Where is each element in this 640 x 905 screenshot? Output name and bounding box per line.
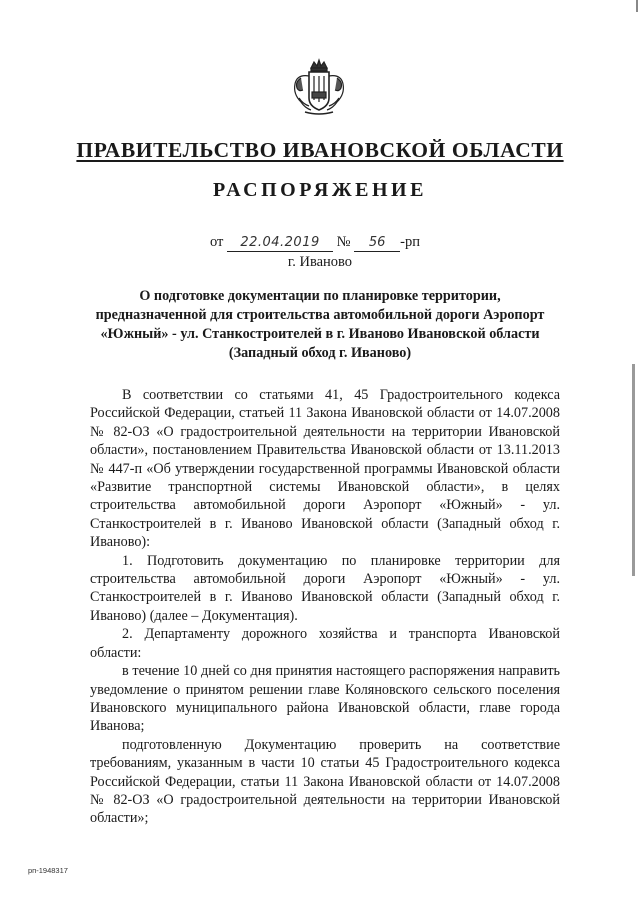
document-number: 56: [354, 235, 400, 252]
document-body: [90, 386, 560, 828]
document-date: 22.04.2019: [227, 235, 333, 252]
body-paragraph: 2. Департаменту дорожного хозяйства и транспорта Ивановской области:: [90, 626, 560, 661]
document-type: РАСПОРЯЖЕНИЕ: [213, 179, 427, 201]
document-subject: О подготовке документации по планировке территории, предназначенной для строительства автомобильной дороги Аэропорт «Южный» - ул. Станкостроителей в г. Иваново Ивановской области (Западный обход г. Иваново): [95, 288, 545, 361]
body-paragraph: В соответствии со статьями 41, 45 Градостроительного кодекса Российской Федерации, статьей 11 Закона Ивановской области от 14.07.2008 № 82-ОЗ «О градостроительной деятельности на территории Ивановской области», постановлением Правительства Ивановской области от 13.11.2013 № 447-п «Об утверждении государственной программы Ивановской области «Развитие транспортной системы Ивановской области», в целях строительства автомобильной дороги Аэропорт «Южный» - ул. Станкостроителей в г. Иваново Ивановской области (Западный обход г. Иваново):: [90, 387, 560, 551]
footer-document-code: рп-1948317: [28, 866, 68, 875]
organization-title: ПРАВИТЕЛЬСТВО ИВАНОВСКОЙ ОБЛАСТИ: [76, 138, 564, 162]
scan-edge-mark: [632, 364, 635, 576]
number-suffix: -рп: [400, 234, 420, 250]
scan-edge-mark: [636, 0, 638, 12]
body-paragraph: 1. Подготовить документацию по планировке территории для строительства автомобильной дороги Аэропорт «Южный» - ул. Станкостроителей в г. Иваново Ивановской области (Западный обход г. Иваново) (далее – Документация).: [90, 552, 560, 624]
body-paragraph: в течение 10 дней со дня принятия настоящего распоряжения направить уведомление о принятом решении главе Коляновского сельского поселения Ивановского муниципального района Ивановской области, главе города Иванова;: [90, 663, 560, 735]
date-prefix: от: [210, 234, 224, 250]
number-sign: №: [336, 234, 351, 250]
body-paragraph: подготовленную Документацию проверить на соответствие требованиям, указанным в части 10 статьи 45 Градостроительного кодекса Российской Федерации, статьи 11 Закона Ивановской области от 14.07.2008 № 82-ОЗ «О градостроительной деятельности на территории Ивановской области»;: [90, 736, 560, 827]
city: г. Иваново: [287, 254, 353, 270]
date-number-line: [210, 233, 470, 252]
coat-of-arms-emblem: [287, 58, 351, 116]
